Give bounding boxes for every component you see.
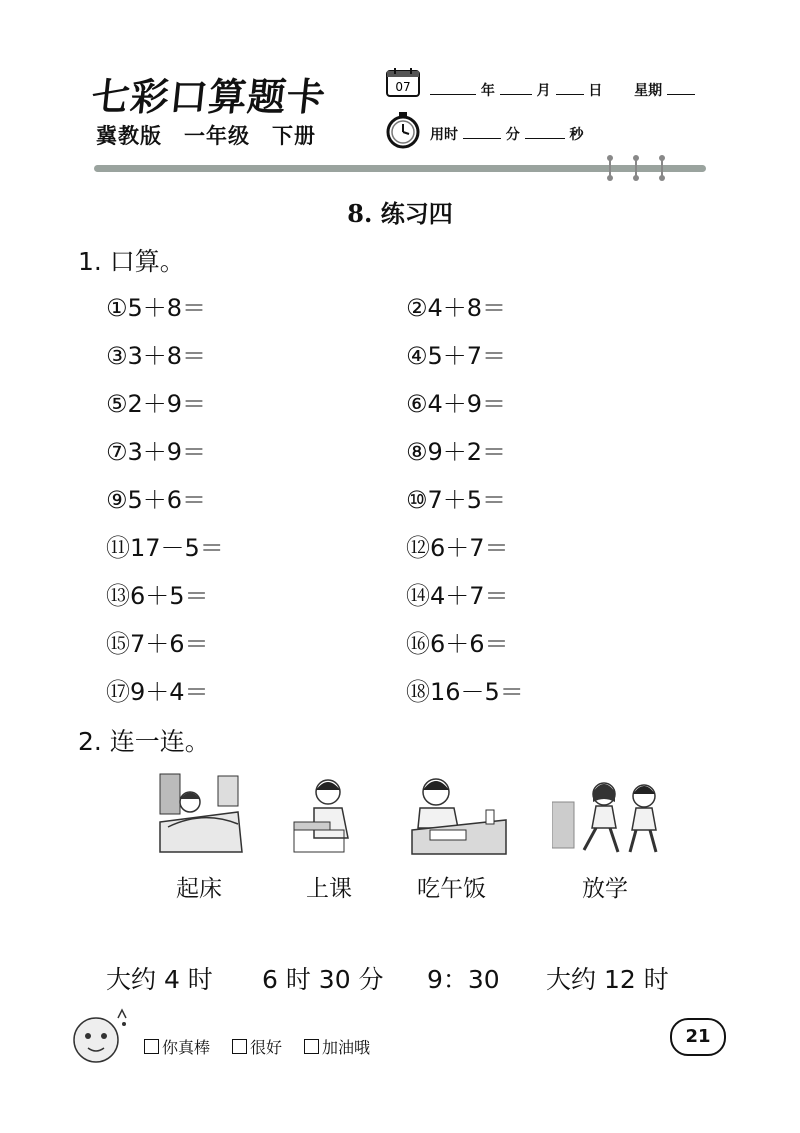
problem-number: ⑯ [406, 630, 430, 658]
problem-11 [106, 528, 224, 563]
problem-number: ⑤ [106, 390, 128, 418]
problem-expression: 16－5＝ [430, 678, 524, 706]
problem-number: ② [406, 294, 428, 322]
problem-7 [106, 432, 206, 467]
time-label: 9：30 [427, 965, 500, 994]
date-fields [430, 80, 695, 100]
problem-13 [106, 576, 209, 611]
binder-ring-icon [632, 154, 640, 182]
day-label: 日 [588, 83, 603, 99]
day-blank[interactable] [556, 80, 584, 95]
problem-18 [406, 672, 524, 707]
problem-number: ⑦ [106, 438, 128, 466]
rating-label: 加油哦 [322, 1038, 371, 1057]
lesson-title: 8. 练习四 [347, 199, 453, 228]
problem-3 [106, 336, 206, 371]
section1-heading: 1. 口算。 [78, 247, 185, 276]
minute-blank[interactable] [463, 124, 501, 139]
problem-expression: 7＋5＝ [427, 486, 507, 514]
problem-expression: 4＋8＝ [427, 294, 507, 322]
problem-15 [106, 624, 209, 659]
after-school-illustration [552, 772, 670, 856]
rating-great[interactable] [144, 1035, 210, 1058]
month-blank[interactable] [500, 80, 532, 95]
problem-expression: 2＋9＝ [127, 390, 207, 418]
problem-1 [106, 288, 206, 323]
weekday-blank[interactable] [667, 80, 695, 95]
problem-expression: 3＋9＝ [127, 438, 207, 466]
section2-heading: 2. 连一连。 [78, 727, 210, 756]
problem-expression: 9＋4＝ [130, 678, 209, 706]
problem-number: ⑮ [106, 630, 130, 658]
problem-expression: 4＋9＝ [427, 390, 507, 418]
problem-6 [406, 384, 506, 419]
problem-number: ⑰ [106, 678, 130, 706]
problem-number: ⑬ [106, 582, 130, 610]
problem-expression: 9＋2＝ [427, 438, 507, 466]
problem-8 [406, 432, 506, 467]
problem-number: ⑥ [406, 390, 428, 418]
problem-number: ⑭ [406, 582, 430, 610]
time-label: 6 时 30 分 [262, 965, 384, 994]
problem-expression: 5＋7＝ [427, 342, 507, 370]
problem-expression: 5＋6＝ [127, 486, 207, 514]
problem-9 [106, 480, 206, 515]
problem-expression: 4＋7＝ [430, 582, 509, 610]
problem-number: ⑪ [106, 534, 130, 562]
year-blank[interactable] [430, 80, 476, 95]
calendar-icon [386, 67, 420, 97]
problem-expression: 6＋7＝ [430, 534, 509, 562]
problem-10 [406, 480, 506, 515]
in-class-illustration [290, 772, 356, 856]
problem-17 [106, 672, 209, 707]
time-used-fields [430, 124, 584, 144]
rating-keep-going[interactable] [304, 1035, 370, 1058]
problem-number: ⑱ [406, 678, 430, 706]
activity-label: 吃午饭 [417, 876, 486, 902]
header-divider [94, 165, 706, 172]
problem-number: ④ [406, 342, 428, 370]
problem-14 [406, 576, 509, 611]
edition-label: 冀教版 一年级 下册 [96, 124, 316, 148]
activity-label: 上课 [306, 876, 352, 902]
second-label: 秒 [569, 127, 584, 143]
time-label: 大约 4 时 [106, 965, 213, 994]
page-number: 21 [670, 1018, 726, 1056]
problem-expression: 17－5＝ [130, 534, 224, 562]
problem-number: ⑨ [106, 486, 128, 514]
rating-label: 你真棒 [162, 1038, 211, 1057]
problem-number: ⑩ [406, 486, 428, 514]
problem-number: ③ [106, 342, 128, 370]
problem-16 [406, 624, 509, 659]
problem-5 [106, 384, 206, 419]
mascot-icon [66, 1006, 136, 1070]
problem-12 [406, 528, 509, 563]
binder-ring-icon [606, 154, 614, 182]
lunch-illustration [408, 772, 508, 856]
wake-up-illustration [158, 772, 244, 856]
checkbox-icon[interactable] [144, 1039, 159, 1054]
clock-icon [384, 111, 422, 149]
problem-expression: 3＋8＝ [127, 342, 207, 370]
problem-expression: 6＋5＝ [130, 582, 209, 610]
year-label: 年 [480, 83, 495, 99]
problem-2 [406, 288, 506, 323]
weekday-label: 星期 [634, 83, 663, 99]
problem-expression: 5＋8＝ [127, 294, 207, 322]
checkbox-icon[interactable] [304, 1039, 319, 1054]
checkbox-icon[interactable] [232, 1039, 247, 1054]
brand-logo: 七彩口算题卡 [89, 74, 329, 119]
problem-number: ⑧ [406, 438, 428, 466]
time-label: 大约 12 时 [546, 965, 669, 994]
activity-label: 起床 [176, 876, 222, 902]
activity-label: 放学 [582, 876, 628, 902]
problem-expression: 7＋6＝ [130, 630, 209, 658]
rating-good[interactable] [232, 1035, 282, 1058]
minute-label: 分 [505, 127, 520, 143]
time-used-label: 用时 [430, 127, 458, 143]
problem-number: ① [106, 294, 128, 322]
calendar-day: 07 [395, 80, 411, 94]
binder-ring-icon [658, 154, 666, 182]
problem-number: ⑫ [406, 534, 430, 562]
problem-expression: 6＋6＝ [430, 630, 509, 658]
rating-label: 很好 [250, 1038, 283, 1057]
problem-4 [406, 336, 506, 371]
second-blank[interactable] [525, 124, 565, 139]
month-label: 月 [536, 83, 551, 99]
